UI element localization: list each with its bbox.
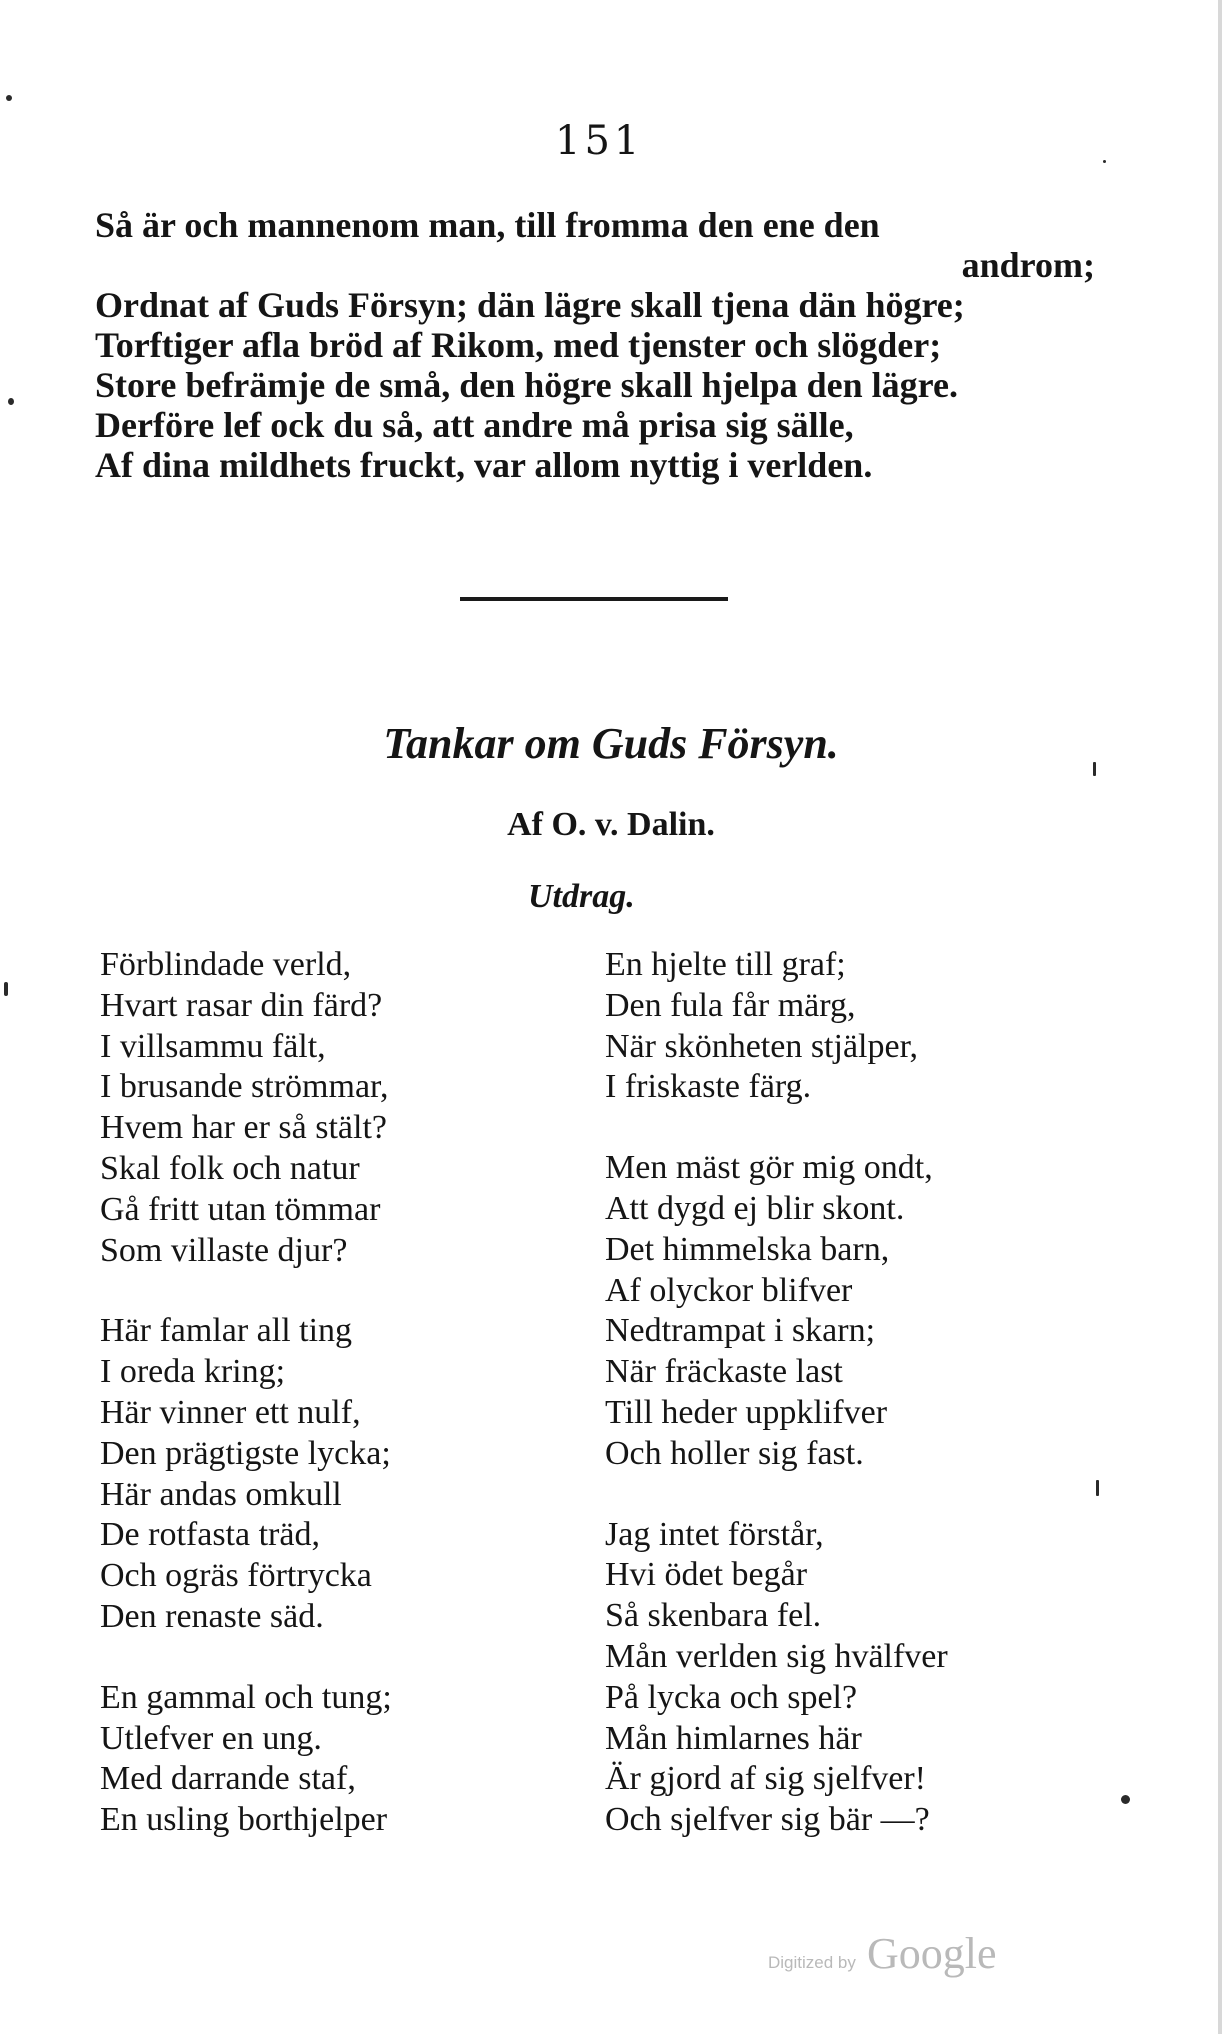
verse-line: På lycka och spel? — [605, 1678, 858, 1716]
section-divider — [460, 597, 728, 601]
verse-line: Så skenbara fel. — [605, 1597, 822, 1635]
verse-line: Här famlar all ting — [100, 1312, 353, 1350]
stanza — [605, 945, 948, 1108]
verse-line: Den prägtigste lycka; — [100, 1434, 391, 1472]
print-speck — [8, 398, 14, 405]
prose-line: androm; — [961, 245, 1095, 285]
print-speck — [6, 95, 12, 101]
verse-line: Mån verlden sig hvälfver — [605, 1637, 948, 1675]
print-speck — [1093, 762, 1096, 776]
poem-right-column — [605, 945, 948, 1881]
google-logo: Google — [866, 1929, 997, 1978]
print-speck — [1096, 1480, 1099, 1496]
verse-line: I brusande strömmar, — [100, 1068, 389, 1106]
prose-line: Af dina mildhets fruckt, var allom nyttig i verlden. — [95, 445, 873, 485]
poem-title: Tankar om Guds Försyn. — [383, 719, 839, 768]
verse-line: Till heder uppklifver — [605, 1393, 888, 1431]
stanza — [100, 945, 392, 1271]
print-speck — [4, 982, 8, 996]
stanza — [605, 1148, 948, 1474]
prose-line: Ordnat af Guds Försyn; dän lägre skall tjena dän högre; — [95, 285, 965, 325]
verse-line: Skal folk och natur — [100, 1149, 360, 1187]
verse-line: De rotfasta träd, — [100, 1516, 320, 1554]
watermark-prefix: Digitized by — [768, 1953, 856, 1972]
verse-line: Och holler sig fast. — [605, 1434, 864, 1472]
verse-line: Här vinner ett nulf, — [100, 1393, 361, 1431]
page-edge — [1218, 0, 1222, 2034]
prose-line: Derföre lef ock du så, att andre må prisa sig sälle, — [95, 405, 854, 445]
verse-line: En usling borthjelper — [100, 1801, 388, 1839]
verse-line: I oreda kring; — [100, 1353, 286, 1391]
verse-line: När skönheten stjälper, — [605, 1027, 919, 1065]
verse-line: Med darrande staf, — [100, 1760, 356, 1798]
verse-line: Det himmelska barn, — [605, 1230, 890, 1268]
verse-line: Gå fritt utan tömmar — [100, 1190, 381, 1228]
print-speck — [1103, 160, 1106, 163]
verse-line: Mån himlarnes här — [605, 1719, 862, 1757]
verse-line: Och sjelfver sig bär —? — [605, 1801, 930, 1839]
poem-subtitle: Utdrag. — [528, 878, 635, 915]
verse-line: När fräckaste last — [605, 1353, 843, 1391]
verse-line: En hjelte till graf; — [605, 946, 846, 983]
verse-line: I friskaste färg. — [605, 1068, 812, 1106]
page-number: 151 — [555, 118, 644, 164]
prose-passage — [95, 205, 1095, 485]
verse-line: Förblindade verld, — [100, 946, 352, 983]
verse-line: Af olyckor blifver — [605, 1271, 853, 1309]
verse-line: Men mäst gör mig ondt, — [605, 1149, 933, 1187]
verse-line: Hvart rasar din färd? — [100, 986, 383, 1024]
stanza — [100, 1311, 392, 1637]
poem-left-column — [100, 945, 392, 1881]
verse-line: Jag intet förstår, — [605, 1515, 824, 1553]
verse-line: Utlefver en ung. — [100, 1719, 322, 1757]
verse-line: Och ogräs förtrycka — [100, 1557, 372, 1595]
verse-line: Som villaste djur? — [100, 1231, 348, 1269]
verse-line: I villsammu fält, — [100, 1027, 326, 1065]
stanza — [100, 1678, 392, 1841]
verse-line: Är gjord af sig sjelfver! — [605, 1760, 927, 1798]
digitized-watermark — [768, 1928, 997, 1979]
verse-line: Den fula får märg, — [605, 986, 856, 1024]
poem-author: Af O. v. Dalin. — [507, 806, 715, 843]
prose-line: Så är och mannenom man, till fromma den ene den — [95, 205, 880, 245]
verse-line: Hvem har er så stält? — [100, 1109, 387, 1147]
stanza — [605, 1515, 948, 1841]
prose-line: Torftiger afla bröd af Rikom, med tjenster och slögder; — [95, 325, 942, 365]
verse-line: Hvi ödet begår — [605, 1556, 808, 1594]
verse-line: Den renaste säd. — [100, 1597, 324, 1635]
prose-line: Store befrämje de små, den högre skall hjelpa den lägre. — [95, 365, 958, 405]
verse-line: Att dygd ej blir skont. — [605, 1189, 905, 1227]
verse-line: Här andas omkull — [100, 1475, 342, 1513]
verse-line: Nedtrampat i skarn; — [605, 1312, 876, 1350]
print-speck — [1121, 1795, 1130, 1804]
verse-line: En gammal och tung; — [100, 1678, 392, 1716]
